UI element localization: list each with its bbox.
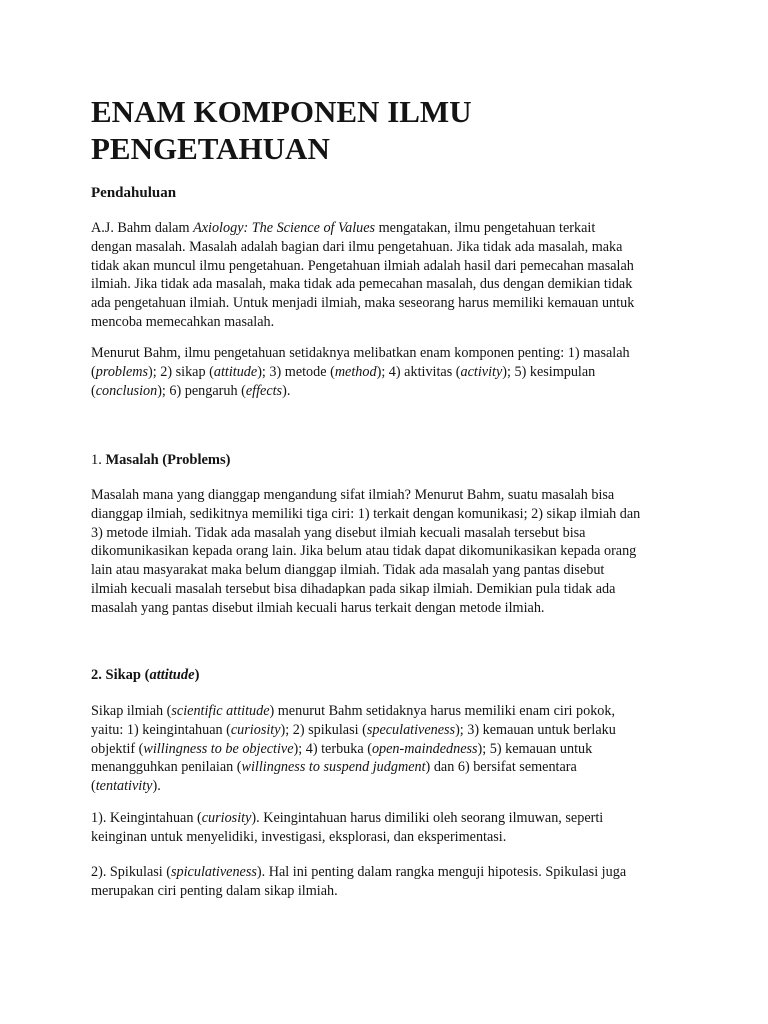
section-2-paragraph-3	[91, 863, 691, 901]
text-line: 2). Spikulasi (spiculativeness). Hal ini penting dalam rangka menguji hipotesis. Spikulasi juga	[91, 864, 627, 880]
text-line: ilmiah kecuali masalah tersebut bisa dihadapkan pada sikap ilmiah. Demikian pula tidak ada	[91, 580, 616, 597]
title-line-2: PENGETAHUAN	[91, 131, 330, 166]
text-line: ada pengetahuan ilmiah. Untuk menjadi ilmiah, maka seseorang harus memiliki kemauan untuk	[91, 295, 635, 312]
section-2-heading: 2. Sikap (attitude)	[91, 667, 200, 683]
text-line: (tentativity).	[91, 778, 161, 795]
title-line-1: ENAM KOMPONEN ILMU	[91, 94, 472, 129]
text-line: ilmiah. Jika tidak ada masalah, maka tidak ada pemecahan masalah, dus dengan demikian tidak	[91, 276, 633, 293]
text-line: dikomunikasikan kepada orang lain. Jika belum atau tidak dapat dikomunikasikan kepada orang	[91, 543, 637, 560]
text-line: Sikap ilmiah (scientific attitude) menurut Bahm setidaknya harus memiliki enam ciri pokok,	[91, 703, 616, 719]
section-1-heading: 1. Masalah (Problems)	[91, 452, 231, 468]
text-line: menangguhkan penilaian (willingness to suspend judgment) dan 6) bersifat sementara	[91, 759, 577, 776]
text-line: lain atau masyarakat maka belum dianggap ilmiah. Tidak ada masalah yang pantas disebut	[91, 562, 605, 579]
text-line: objektif (willingness to be objective); 4) terbuka (open-maindedness); 5) kemauan untuk	[91, 740, 593, 757]
text-line: dengan masalah. Masalah adalah bagian dari ilmu pengetahuan. Jika tidak ada masalah, maka	[91, 238, 623, 255]
section-2-paragraph-2	[91, 809, 691, 847]
section-2-paragraph-1	[91, 702, 691, 796]
intro-paragraph-1	[91, 219, 691, 332]
text-line: tidak akan muncul ilmu pengetahuan. Pengetahuan ilmiah adalah hasil dari pemecahan masalah	[91, 257, 634, 274]
intro-paragraph-2	[91, 344, 691, 400]
text-line: Masalah mana yang dianggap mengandung sifat ilmiah? Menurut Bahm, suatu masalah bisa	[91, 487, 615, 503]
text-line: mencoba memecahkan masalah.	[91, 313, 275, 330]
text-line: merupakan ciri penting dalam sikap ilmiah.	[91, 882, 338, 899]
text-line: masalah yang pantas disebut ilmiah kecuali harus terkait dengan metode ilmiah.	[91, 599, 545, 616]
text-line: dianggap ilmiah, sedikitnya memiliki tiga ciri: 1) terkait dengan komunikasi; 2) sikap ilmiah dan	[91, 505, 641, 522]
text-line: yaitu: 1) keingintahuan (curiosity); 2) spikulasi (speculativeness); 3) kemauan untuk berlaku	[91, 721, 616, 738]
text-line: (conclusion); 6) pengaruh (effects).	[91, 382, 291, 399]
text-line: Menurut Bahm, ilmu pengetahuan setidaknya melibatkan enam komponen penting: 1) masalah	[91, 345, 630, 361]
intro-heading: Pendahuluan	[91, 185, 177, 201]
text-line: A.J. Bahm dalam Axiology: The Science of Values mengatakan, ilmu pengetahuan terkait	[91, 220, 596, 236]
text-line: (problems); 2) sikap (attitude); 3) metode (method); 4) aktivitas (activity); 5) kesimpulan	[91, 363, 596, 380]
page-title	[91, 93, 686, 167]
text-line: keinginan untuk menyelidiki, investigasi, eksplorasi, dan eksperimentasi.	[91, 828, 507, 845]
text-line: 1). Keingintahuan (curiosity). Keingintahuan harus dimiliki oleh seorang ilmuwan, seperti	[91, 810, 604, 826]
document-page	[91, 93, 686, 899]
text-line: 3) metode ilmiah. Tidak ada masalah yang disebut ilmiah kecuali masalah tersebut bisa	[91, 524, 586, 541]
section-1-paragraph	[91, 486, 691, 618]
